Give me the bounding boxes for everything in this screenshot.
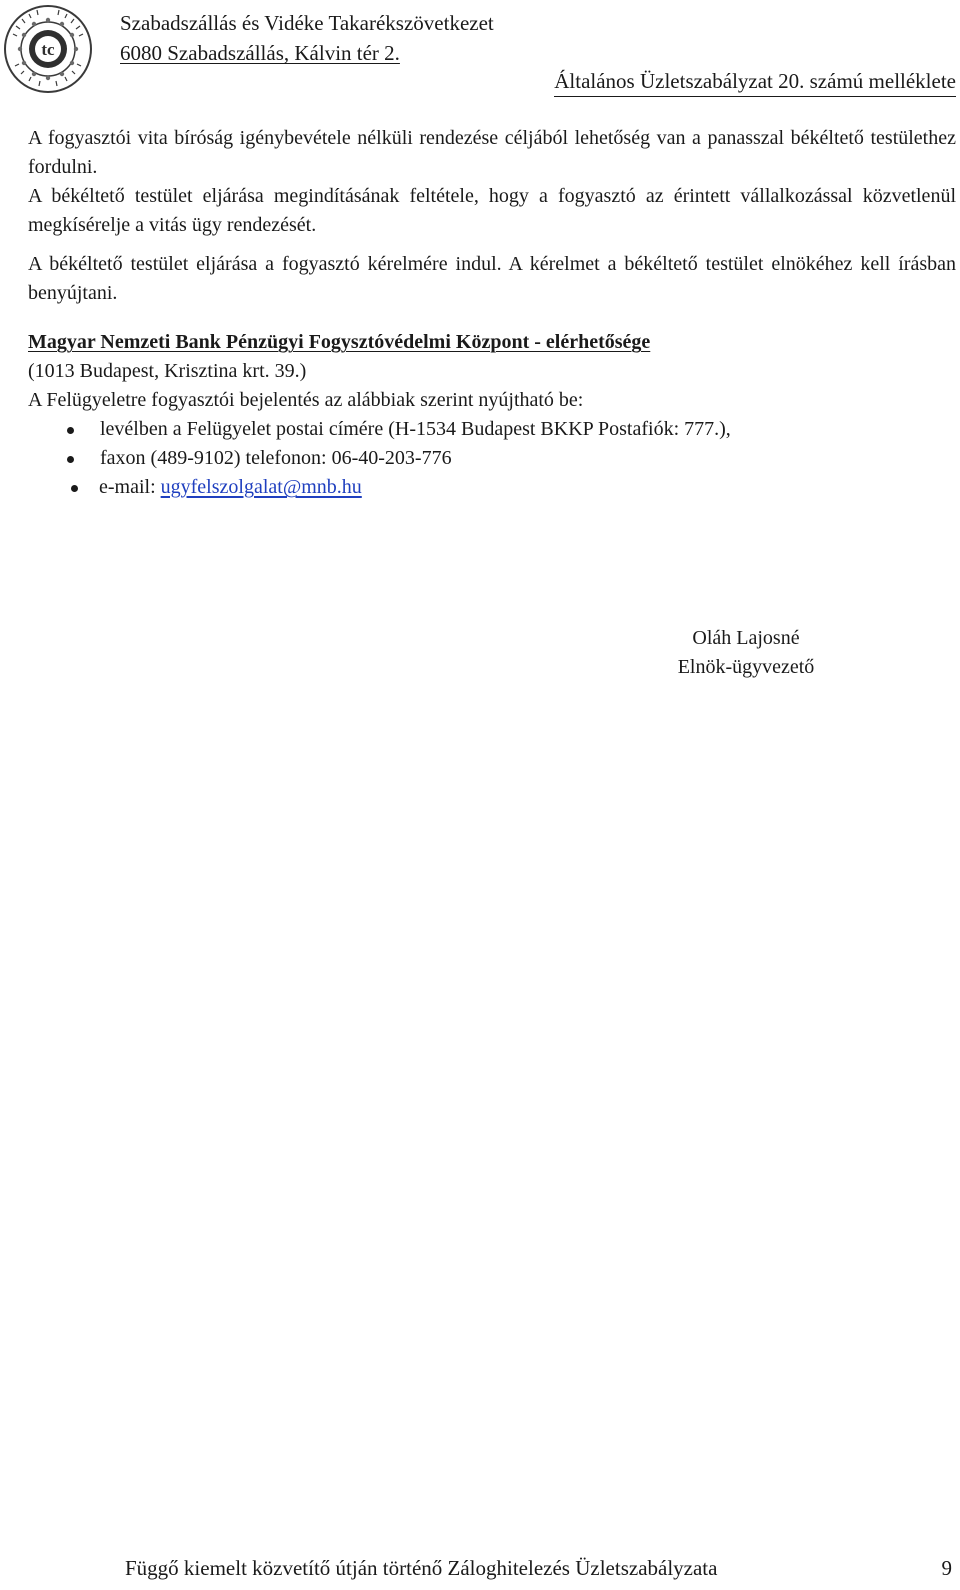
list-item-fax xyxy=(28,444,956,473)
bullet-icon xyxy=(67,427,74,434)
list-item-email xyxy=(28,473,956,502)
appendix-title: Általános Üzletszabályzat 20. számú melléklete xyxy=(554,68,956,97)
mnb-intro: A Felügyeletre fogyasztói bejelentés az alábbiak szerint nyújtható be: xyxy=(28,389,584,411)
paragraph-procedure-condition: A békéltető testület eljárása megindításának feltétele, hogy a fogyasztó az érintett vállalkozással közvetlenül megkísérelje a vitás ügy rendezését. xyxy=(28,185,956,236)
footer-document-title: Függő kiemelt közvetítő útján történő Záloghitelezés Üzletszabályzata xyxy=(125,1556,718,1580)
mnb-section-heading: Magyar Nemzeti Bank Pénzügyi Fogysztóvédelmi Központ - elérhetősége xyxy=(28,331,651,353)
bullet-icon xyxy=(67,456,74,463)
organization-name: Szabadszállás és Vidéke Takarékszövetkezet xyxy=(120,11,494,35)
list-item-mail xyxy=(28,415,956,444)
page-number: 9 xyxy=(941,1556,952,1580)
paragraph-procedure-request: A békéltető testület eljárása a fogyasztó kérelmére indul. A kérelmet a békéltető testület elnökéhez kell írásban benyújtani. xyxy=(28,253,956,304)
document-body xyxy=(28,124,956,502)
signatory-name: Oláh Lajosné xyxy=(692,627,800,649)
mnb-address: (1013 Budapest, Krisztina krt. 39.) xyxy=(28,360,307,382)
email-link[interactable]: ugyfelszolgalat@mnb.hu xyxy=(160,476,362,498)
cooperative-logo xyxy=(3,4,93,94)
signature-block xyxy=(661,624,831,682)
contact-list xyxy=(28,415,956,502)
paragraph-dispute-resolution: A fogyasztói vita bíróság igénybevétele nélküli rendezése céljából lehetőség van a panasszal békéltető testülethez fordulni. xyxy=(28,127,956,178)
mail-contact-text: levélben a Felügyelet postai címére (H-1534 Budapest BKKP Postafiók: 777.), xyxy=(100,418,731,440)
bullet-icon xyxy=(71,485,78,492)
organization-address: 6080 Szabadszállás, Kálvin tér 2. xyxy=(120,41,400,65)
fax-contact-text: faxon (489-9102) telefonon: 06-40-203-776 xyxy=(100,447,452,469)
signatory-title: Elnök-ügyvezető xyxy=(677,656,815,678)
mnb-heading-line xyxy=(28,328,956,357)
svg-text:tc: tc xyxy=(41,40,55,59)
email-label: e-mail: xyxy=(99,476,161,498)
